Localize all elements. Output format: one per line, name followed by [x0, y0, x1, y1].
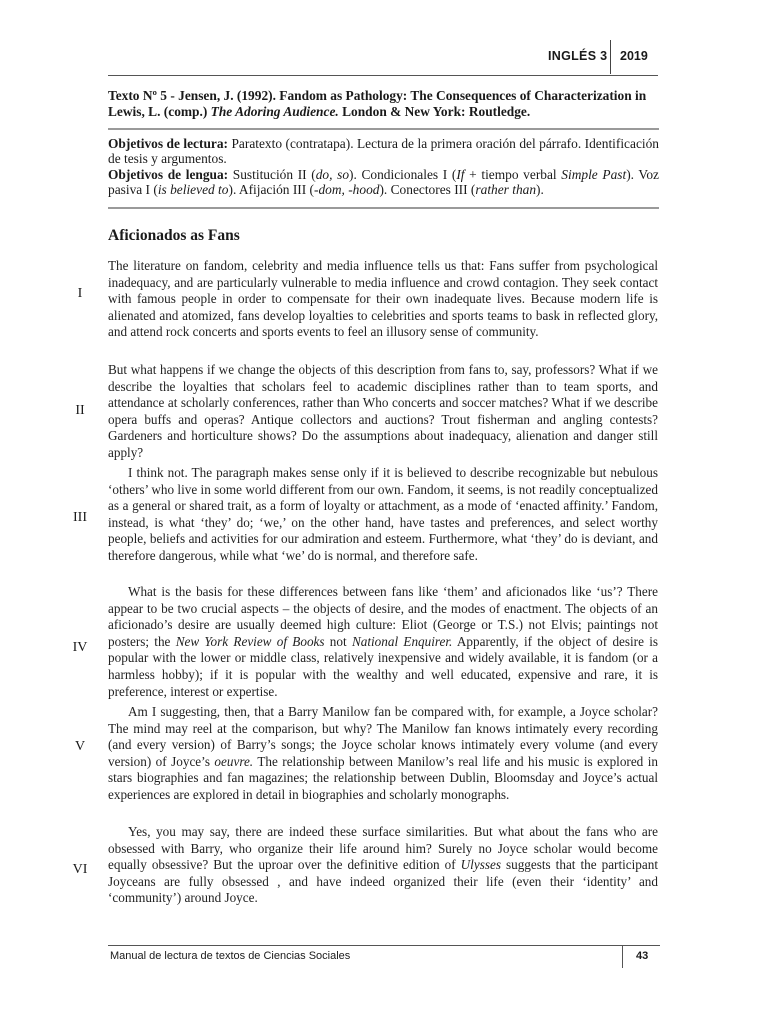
language-example: -dom, -hood — [314, 182, 380, 198]
language-objectives-text: ). Voz pasiva I ( — [108, 166, 659, 198]
reading-objectives — [108, 136, 659, 167]
header-divider — [610, 40, 611, 74]
language-example: do, so — [315, 166, 350, 182]
paragraph-IV — [108, 584, 658, 700]
page-number: 43 — [636, 950, 649, 962]
language-objectives-text: ). Afijación III ( — [228, 182, 314, 198]
reading-objectives-text: Paratexto (contratapa). Lectura de la primera oración del párrafo. Identificación de tesis y argumentos. — [108, 136, 659, 167]
language-objectives-label: Objetivos de lengua: — [108, 166, 229, 182]
text-reference — [108, 88, 659, 120]
reference-publisher: London & New York: Routledge. — [338, 104, 531, 119]
paragraph-text: What is the basis for these differences between fans like ‘them’ and aficionados like ‘us’? There appear to be two crucial aspects – the objects of desire, and the modes of enactment. The objects of an aficionado’s desire are usually deemed high culture: Eliot (George or T.S.) not Elvis; paintings not posters; the — [108, 584, 658, 649]
paragraph-number-II: II — [75, 403, 85, 418]
language-objectives-text: ). — [536, 182, 544, 198]
language-objectives-text: ). Conectores III ( — [379, 182, 476, 198]
language-objectives — [108, 167, 659, 198]
objectives-block — [108, 136, 659, 198]
language-example: is believed to — [157, 182, 229, 198]
paragraph-VI — [108, 824, 658, 907]
book-title: Ulysses — [460, 857, 501, 873]
language-example: Simple Past — [561, 166, 627, 182]
paragraph-text: Yes, you may say, there are indeed these surface similarities. But what about the fans who are obsessed with Barry, who organize their life around him? Surely no Joyce scholar would become equally obsessive? But the uproar over the definitive edition of — [108, 824, 658, 873]
reference-book-title: The Adoring Audience. — [210, 104, 339, 119]
objectives-top-rule — [108, 128, 659, 130]
publication-title: New York Review of Books — [175, 633, 325, 649]
publication-title: National Enquirer. — [351, 633, 453, 649]
paragraph-I: The literature on fandom, celebrity and media influence tells us that: Fans suffer from psychological inadequacy, and are particularly vulnerable to media influence and crowd contagion. They seek contact with famous people in order to compensate for their own inadequate lives. Because modern life is alienated and atomized, fans develop loyalties to celebrities and sports teams to bask in reflected glory, and attend rock concerts and sports events to feel an illusory sense of community. — [108, 258, 658, 340]
year-label: 2019 — [620, 49, 648, 63]
reading-objectives-label: Objetivos de lectura: — [108, 136, 228, 151]
paragraph-number-VI: VI — [72, 862, 88, 877]
paragraph-number-I: I — [77, 286, 83, 301]
paragraph-III: I think not. The paragraph makes sense only if it is believed to describe recognizable but nebulous ‘others’ who live in some world different from our own. Fandom, it seems, is not readily conceptualized as a general or shared trait, as a form of loyalty or attachment, as a mode of ‘enacted affinity.’ Fandom, instead, is what ‘they’ do; ‘we,’ on the other hand, have tastes and preferences, and select worthy people, beliefs and activities for our admiration and esteem. Furthermore, what ‘they’ do is deviant, and therefore dangerous, while what ‘we’ do is normal, and therefore safe. — [108, 465, 658, 563]
section-title: Aficionados as Fans — [108, 227, 240, 244]
paragraph-text: The relationship between Manilow’s real life and his music is explored in stars biographies and fan magazines; the relationship between Dublin, Bloomsday and Joyce’s actual experiences are explored in detail in biographies and scholarly monographs. — [108, 753, 658, 802]
paragraph-text: not — [324, 633, 352, 649]
footer-divider — [622, 946, 623, 968]
paragraph-V — [108, 704, 658, 804]
language-objectives-text: + tiempo verbal — [464, 166, 562, 182]
language-objectives-text: ). Condicionales I ( — [349, 166, 457, 182]
footer-rule — [108, 945, 660, 946]
language-objectives-text: Sustitución II ( — [228, 166, 316, 182]
paragraph-number-V: V — [74, 739, 86, 754]
paragraph-text: Am I suggesting, then, that a Barry Manilow fan be compared with, for example, a Joyce scholar? The mind may reel at the comparison, but why? The Manilow fan knows intimately every recording (and every version) of Barry’s songs; the Joyce scholar knows intimately every volume (and every version) of Joyce’s — [108, 704, 658, 769]
paragraph-number-IV: IV — [72, 640, 88, 655]
objectives-bottom-rule — [108, 207, 659, 209]
language-example: rather than — [475, 182, 537, 198]
italic-term: oeuvre. — [214, 753, 254, 769]
paragraph-number-III: III — [73, 510, 87, 525]
paragraph-text: suggests that the participant Joyceans are fully obsessed , and have indeed organized their life (even their ‘identity’ and ‘community’) around Joyce. — [108, 857, 658, 906]
paragraph-text: Apparently, if the object of desire is popular with the lower or middle class, relatively inexpensive and widely available, it is fandom (or a harmless hobby); if it is popular with the wealthy and well educated, expensive and rare, it is preference, interest or expertise. — [108, 633, 659, 699]
reference-citation: Texto Nº 5 - Jensen, J. (1992). Fandom as Pathology: The Consequences of Characterization in Lewis, L. (comp.) — [108, 88, 647, 119]
footer-manual-title: Manual de lectura de textos de Ciencias Sociales — [110, 950, 351, 962]
header-rule — [108, 75, 658, 76]
paragraph-II: But what happens if we change the objects of this description from fans to, say, professors? What if we describe the loyalties that scholars feel to academic disciplines rather than to team sports, and attendance at scholarly conferences, rather than Who concerts and soccer matches? What if we describe opera buffs and operas? Antique collectors and auctions? Trout fisherman and angling contests? Gardeners and horticulture shows? Do the assumptions about inadequacy, alienation and danger still apply? — [108, 362, 658, 460]
page-header — [548, 40, 658, 74]
language-example: If — [456, 166, 465, 182]
course-name: INGLÉS 3 — [548, 49, 608, 63]
